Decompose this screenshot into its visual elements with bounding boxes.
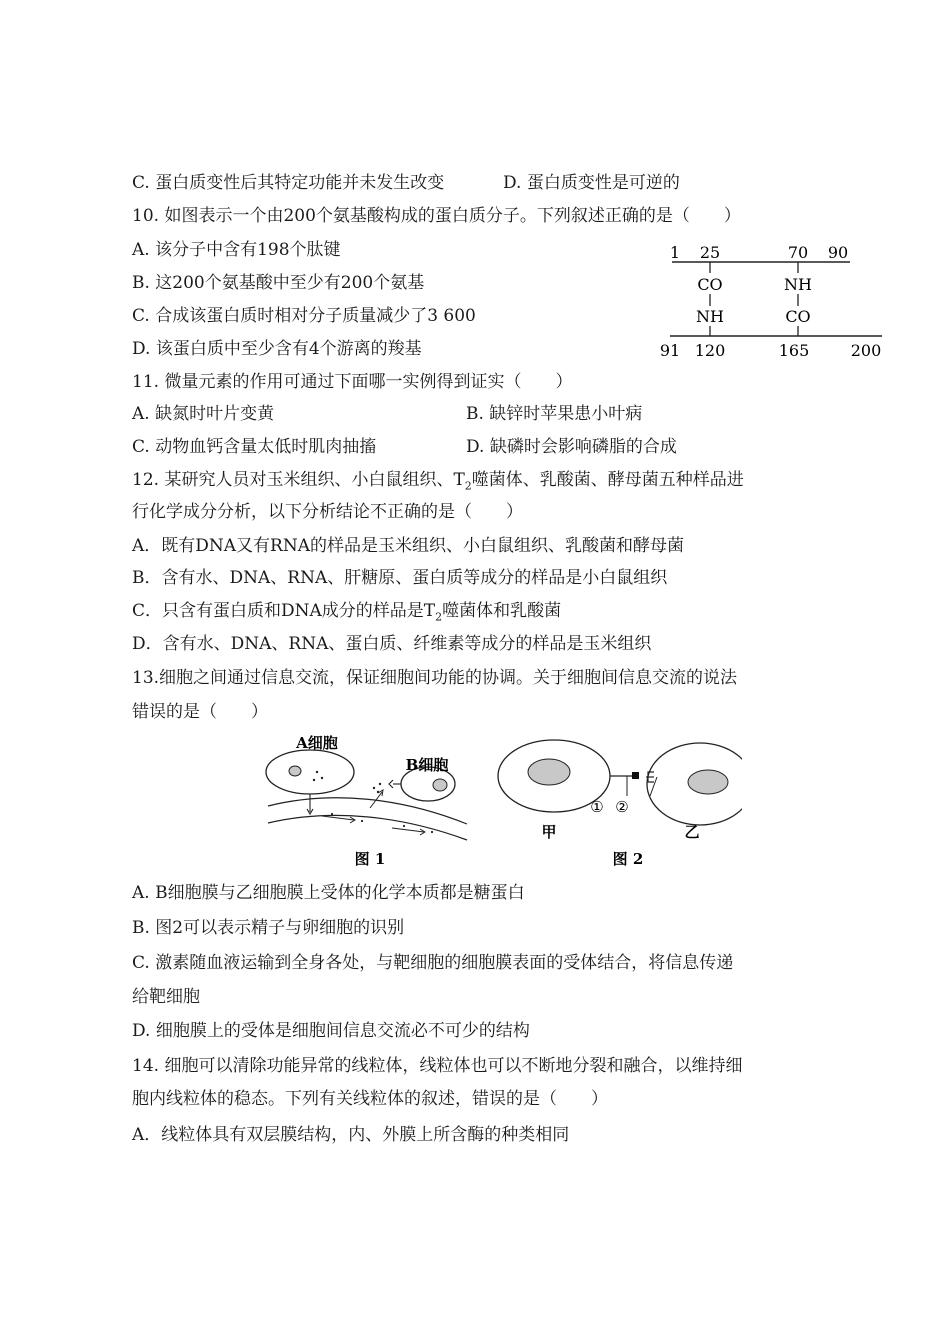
label-200: 200	[850, 341, 882, 360]
marker-2: ②	[615, 798, 629, 816]
label-25: 25	[699, 243, 721, 262]
option-q11c: C. 动物血钙含量太低时肌肉抽搐	[132, 437, 377, 457]
question-12-stem-line1: 12. 某研究人员对玉米组织、小白鼠组织、$T_2$噬菌体、乳酸菌、酵母菌五种样品进	[132, 470, 744, 493]
option-q9d: D. 蛋白质变性是可逆的	[503, 173, 680, 193]
cell-a-label: A细胞	[296, 734, 338, 752]
option-q10d: D. 该蛋白质中至少含有4个游离的羧基	[132, 339, 422, 359]
option-q12d: D．含有水、DNA、RNA、蛋白质、纤维素等成分的样品是玉米组织	[132, 634, 652, 654]
figure-2-caption: 图 2	[612, 850, 644, 868]
option-q10a: A. 该分子中含有198个肽键	[132, 240, 341, 260]
question-13-stem-line1: 13.细胞之间通过信息交流，保证细胞间功能的协调。关于细胞间信息交流的说法	[132, 668, 738, 688]
option-q12c: C．只含有蛋白质和DNA成分的样品是$T_2$噬菌体和乳酸菌	[132, 601, 562, 624]
label-nh-left: NH	[696, 307, 724, 326]
cell-signaling-figure	[262, 728, 742, 877]
question-14-stem-line1: 14. 细胞可以清除功能异常的线粒体，线粒体也可以不断地分裂和融合，以维持细	[132, 1056, 743, 1076]
option-q10c: C. 合成该蛋白质时相对分子质量减少了3 600	[132, 306, 476, 326]
question-12-stem-line2: 行化学成分分析，以下分析结论不正确的是（ ）	[132, 502, 523, 522]
protein-structure-figure	[650, 240, 890, 368]
label-co-left: CO	[697, 275, 723, 294]
question-14-stem-line2: 胞内线粒体的稳态。下列有关线粒体的叙述，错误的是（ ）	[132, 1089, 608, 1109]
question-10-stem: 10. 如图表示一个由200个氨基酸构成的蛋白质分子。下列叙述正确的是（ ）	[132, 206, 741, 226]
label-165: 165	[778, 341, 810, 360]
cell-jia-label: 甲	[541, 823, 557, 841]
option-q13a: A. B细胞膜与乙细胞膜上受体的化学本质都是糖蛋白	[132, 883, 525, 903]
option-q14a: A．线粒体具有双层膜结构，内、外膜上所含酶的种类相同	[132, 1125, 570, 1145]
cell-yi-label: 乙	[684, 823, 700, 841]
label-nh-right: NH	[784, 275, 812, 294]
option-q13c-line1: C. 激素随血液运输到全身各处，与靶细胞的细胞膜表面的受体结合，将信息传递	[132, 953, 734, 973]
label-120: 120	[694, 341, 726, 360]
figure-1-caption: 图 1	[354, 850, 386, 868]
option-q13b: B. 图2可以表示精子与卵细胞的识别	[132, 918, 405, 938]
cell-b-label: B细胞	[405, 756, 449, 774]
question-13-stem-line2: 错误的是（ ）	[132, 702, 268, 722]
label-90: 90	[827, 243, 849, 262]
option-q11a: A. 缺氮时叶片变黄	[132, 404, 275, 424]
label-1: 1	[669, 243, 681, 262]
label-70: 70	[787, 243, 809, 262]
option-q11d: D. 缺磷时会影响磷脂的合成	[466, 437, 677, 457]
option-q9c: C. 蛋白质变性后其特定功能并未发生改变	[132, 173, 445, 193]
option-q13d: D. 细胞膜上的受体是细胞间信息交流必不可少的结构	[132, 1021, 530, 1041]
option-q11b: B. 缺锌时苹果患小叶病	[466, 404, 643, 424]
label-co-right: CO	[785, 307, 811, 326]
option-q12b: B．含有水、DNA、RNA、肝糖原、蛋白质等成分的样品是小白鼠组织	[132, 568, 668, 588]
marker-1: ①	[590, 798, 604, 816]
question-11-stem: 11. 微量元素的作用可通过下面哪一实例得到证实（ ）	[132, 372, 573, 392]
option-q12a: A．既有DNA又有RNA的样品是玉米组织、小白鼠组织、乳酸菌和酵母菌	[132, 536, 685, 556]
option-q10b: B. 这200个氨基酸中至少有200个氨基	[132, 273, 425, 293]
option-q13c-line2: 给靶细胞	[132, 987, 200, 1007]
label-91: 91	[659, 341, 681, 360]
